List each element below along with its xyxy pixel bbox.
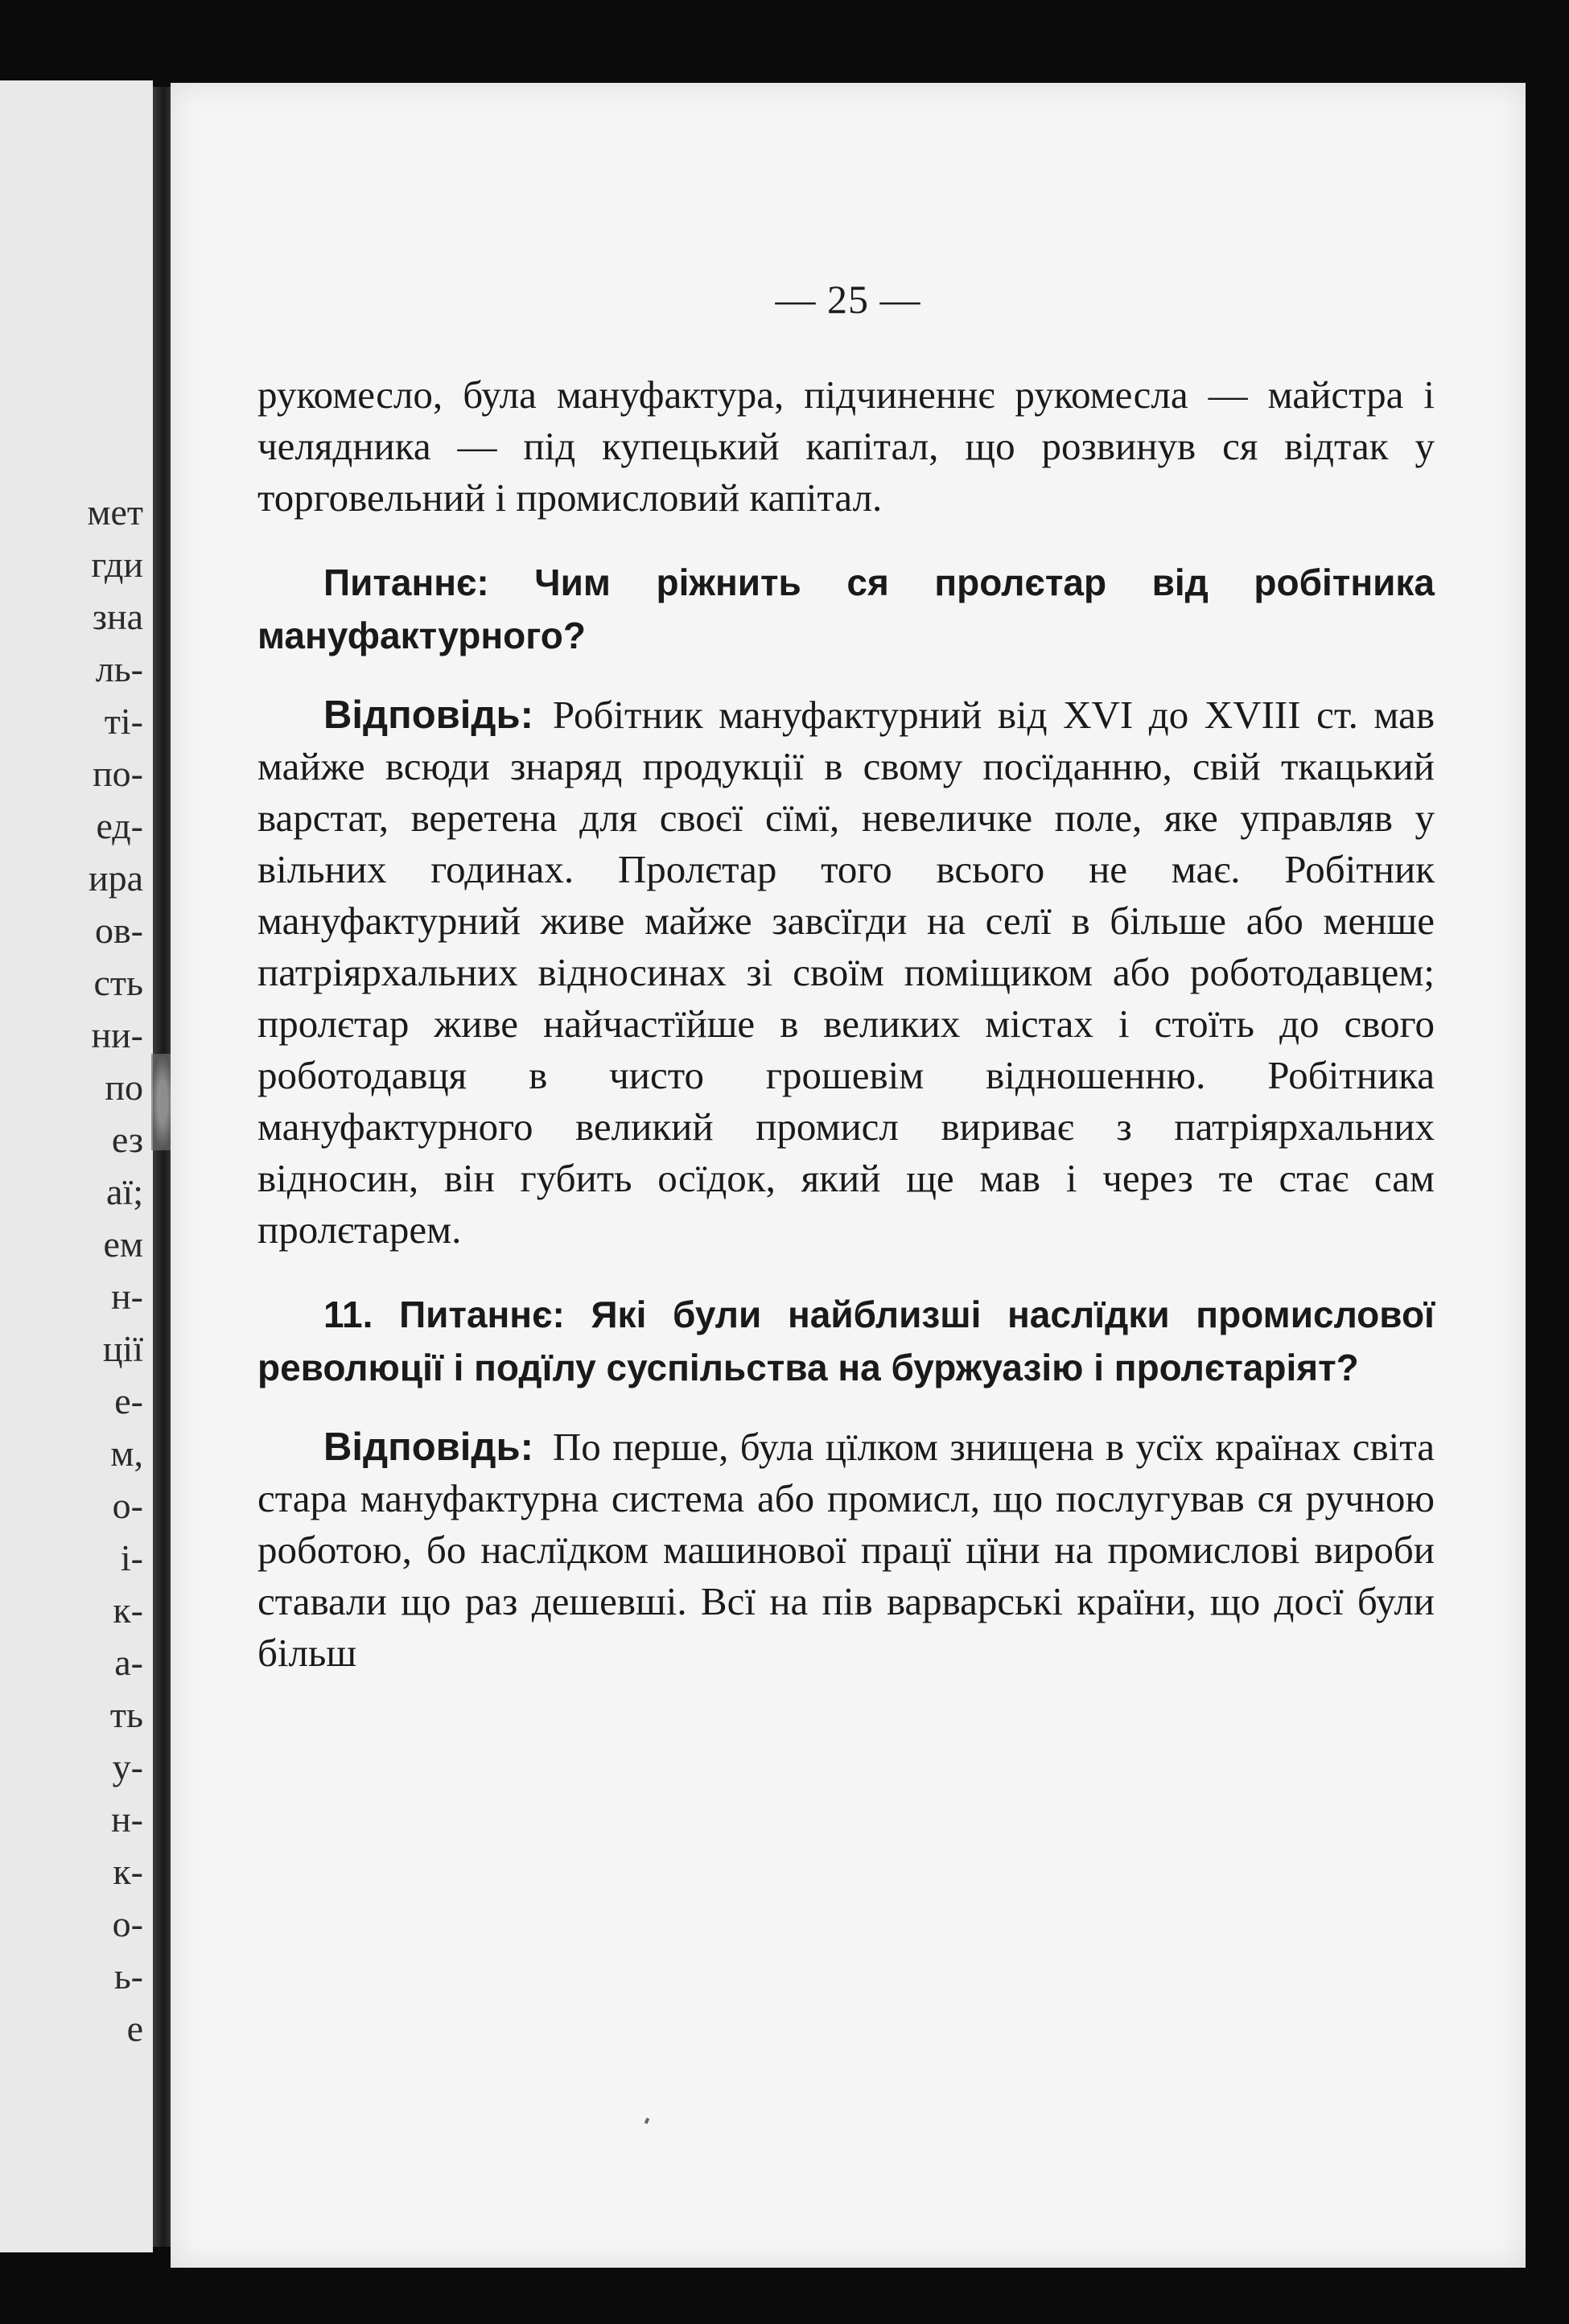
left-page-fragment: ті- bbox=[104, 701, 143, 742]
left-page-fragment: н- bbox=[111, 1276, 143, 1317]
left-page-fragment: о- bbox=[112, 1485, 143, 1526]
left-page-fragment: о- bbox=[112, 1903, 143, 1944]
left-page-fragment: а- bbox=[114, 1642, 143, 1683]
answer-text: По перше, була цїлком знищена в усїх країнах світа стара мануфактурна система або промисл, що послугував ся ручною роботою, бо наслїдком машинової працї цїни на промислові вироби ставали що раз дешевші. Всї на пів варварські країни, що досї були більш bbox=[257, 1425, 1435, 1675]
left-page-fragment: зна bbox=[92, 596, 143, 637]
left-page-fragment: е- bbox=[114, 1380, 143, 1421]
left-page-fragment: м, bbox=[110, 1433, 143, 1474]
left-page-fragment: ез bbox=[111, 1119, 143, 1160]
left-page-fragment: ира bbox=[88, 858, 143, 899]
answer-paragraph bbox=[257, 1421, 1435, 1679]
left-page-fragment: н- bbox=[111, 1799, 143, 1840]
left-page-fragment: е bbox=[126, 2008, 143, 2049]
left-page-fragment: к- bbox=[113, 1851, 143, 1892]
paragraph-continuation: рукомесло, була мануфактура, підчиненнє рукомесла — майстра і челядника — під купецький капітал, що розвинув ся відтак у торговельний і промисловий капітал. bbox=[257, 372, 1435, 520]
answer-lead: Відповідь: bbox=[323, 1425, 533, 1469]
book-spine bbox=[153, 87, 171, 2247]
left-page-fragment: по bbox=[105, 1067, 143, 1108]
left-page-fragment: к- bbox=[113, 1590, 143, 1631]
left-page-fragment: ов- bbox=[94, 910, 143, 951]
left-page-fragment: ни- bbox=[91, 1014, 143, 1055]
left-page-fragment: аї; bbox=[106, 1171, 143, 1212]
left-page-fragment: по- bbox=[93, 753, 143, 794]
page-number: — 25 — bbox=[775, 277, 921, 322]
left-page-fragment: мет bbox=[87, 492, 143, 533]
left-page-fragment: ем bbox=[103, 1224, 143, 1265]
left-page-fragment: сть bbox=[93, 962, 143, 1003]
question-heading: 11. Питаннє: Які були найблизші наслїдки промислової революції і подїлу суспільства на буржуазію і пролєтаріят? bbox=[257, 1294, 1435, 1388]
left-page-fragment: ть bbox=[109, 1694, 143, 1735]
answer-paragraph bbox=[257, 689, 1435, 1256]
left-page-fragment: ь- bbox=[113, 1956, 143, 1997]
book-page bbox=[171, 83, 1526, 2268]
answer-lead: Відповідь: bbox=[323, 693, 533, 737]
left-page-fragment: у- bbox=[112, 1746, 143, 1787]
page-body bbox=[257, 369, 1435, 1679]
left-facing-page bbox=[0, 80, 153, 2252]
left-page-fragment: ль- bbox=[95, 648, 143, 689]
answer-text: Робітник мануфактурний від XVI до XVIII ст. мав майже всюди знаряд продукції в свому посїданню, свій ткацький варстат, веретена для своєї сїмї, невеличке поле, яке управляв у вільних годинах. Пролєтар того всього не має. Робітник мануфактурний живе майже завсїгди на селї в більше або менше патріярхальних відносинах зі своїм поміщиком або роботодавцем; пролєтар живе найчастїйше в великих містах і стоїть до свого роботодавця в чисто грошевім відношенню. Робітника мануфактурного великий промисл вириває з патріярхальних відносин, він губить осїдок, який ще мав і через те стає сам пролєтарем. bbox=[257, 693, 1435, 1252]
ink-speck bbox=[644, 2117, 650, 2124]
left-page-fragment: і- bbox=[120, 1537, 143, 1578]
left-page-fragment: гди bbox=[91, 544, 143, 585]
question-heading: Питаннє: Чим ріжнить ся пролєтар від робітника мануфактурного? bbox=[257, 561, 1435, 656]
left-page-fragment: ед- bbox=[96, 805, 143, 846]
left-page-fragment: ції bbox=[102, 1328, 143, 1369]
